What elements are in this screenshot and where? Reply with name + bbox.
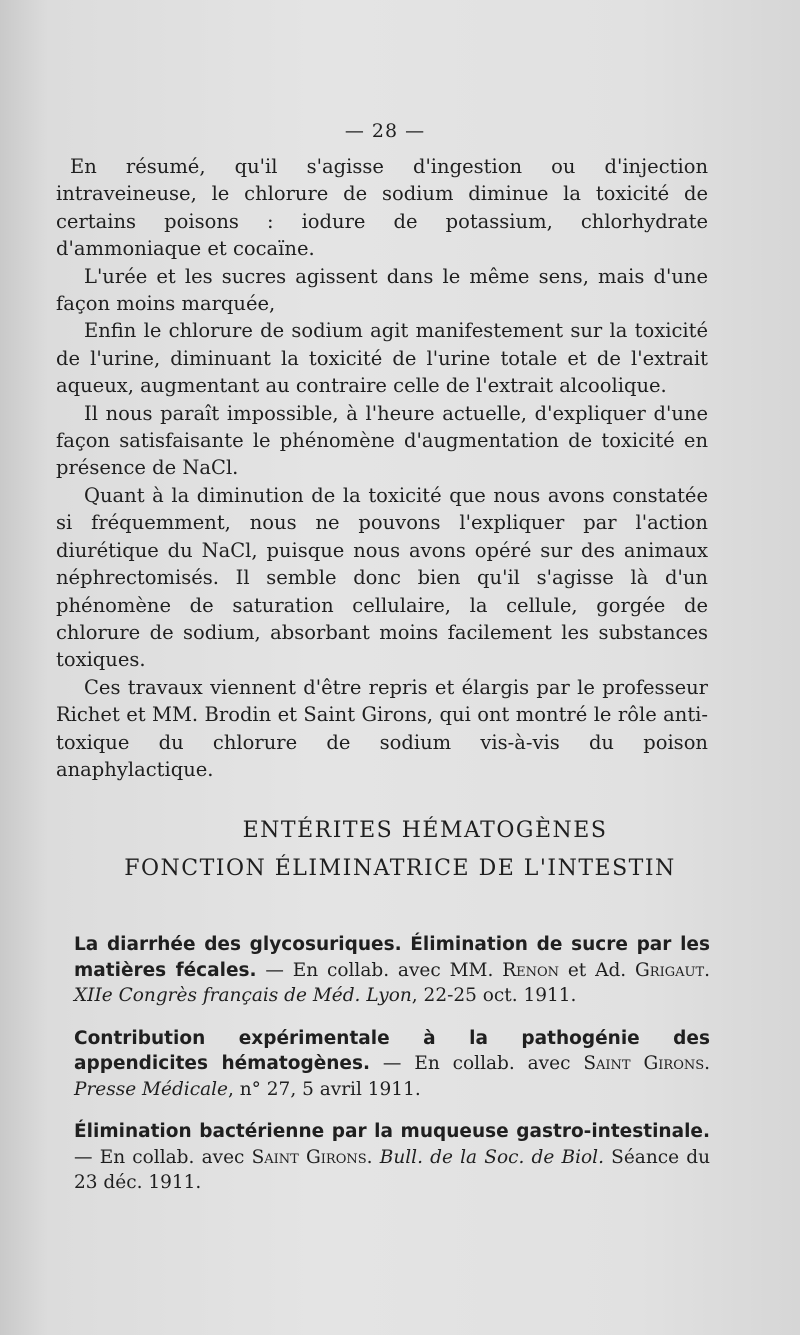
- paragraph: En résumé, qu'il s'agisse d'ingestion ou d'injection intraveineuse, le chlorure de sodium diminue la toxicité de certains poisons : iodure de potassium, chlorhydrate d'ammoniaque et cocaïne.: [56, 155, 708, 261]
- section-heading: [0, 812, 800, 888]
- reference-text: .: [704, 1053, 711, 1074]
- reference-item: [74, 932, 710, 1009]
- reference-title: Contribution expérimentale à la pathogénie des appendicites hématogènes.: [74, 1027, 710, 1074]
- author-name: Renon: [502, 959, 560, 981]
- reference-text: et Ad.: [559, 959, 636, 981]
- paragraph: L'urée et les sucres agissent dans le même sens, mais d'une façon moins marquée,: [56, 264, 708, 316]
- reference-title: La diarrhée des glycosuriques. Élimination de sucre par les matières fécales.: [74, 934, 710, 981]
- reference-text: — En collab. avec: [370, 1053, 584, 1074]
- paragraph: Quant à la diminution de la toxicité que nous avons constatée si fréquemment, nous ne pouvons l'expliquer par l'action diurétique du NaCl, puisque nous avons opéré sur des animaux néphrectomisés. Il semble donc bien qu'il s'agisse là d'un phénomène de saturation cellulaire, la cellule, gorgée de chlorure de sodium, absorbant moins facilement les substances toxiques.: [56, 483, 708, 672]
- reference-text: — En collab. avec MM.: [256, 959, 503, 981]
- reference-text: , 22-25 oct. 1911.: [411, 985, 577, 1006]
- reference-source: Presse Médicale: [74, 1078, 228, 1100]
- reference-item: [74, 1119, 710, 1196]
- reference-text: , n° 27, 5 avril 1911.: [227, 1078, 421, 1100]
- paragraph: Enfin le chlorure de sodium agit manifestement sur la toxicité de l'urine, diminuant la toxicité de l'urine totale et de l'extrait aqueux, augmentant au contraire celle de l'extrait alcoolique.: [56, 319, 708, 398]
- reference-source: Bull. de la Soc. de Biol.: [379, 1146, 604, 1168]
- reference-list: [74, 932, 710, 1213]
- paragraph: Il nous paraît impossible, à l'heure actuelle, d'expliquer d'une façon satisfaisante le phénomène d'augmentation de toxicité en présence de NaCl.: [56, 401, 708, 480]
- author-name: Saint Girons: [583, 1053, 705, 1074]
- page-number: — 28 —: [344, 120, 426, 142]
- section-heading-line-2: FONCTION ÉLIMINATRICE DE L'INTESTIN: [124, 856, 676, 881]
- body-text: [56, 153, 708, 783]
- reference-text: Séance du 23 déc. 1911.: [74, 1146, 710, 1193]
- reference-text: .: [704, 959, 711, 981]
- paragraph: Ces travaux viennent d'être repris et élargis par le professeur Richet et MM. Brodin et Saint Girons, qui ont montré le rôle anti-toxique du chlorure de sodium vis-à-vis du poison anaphylactique.: [56, 675, 708, 781]
- reference-title: Élimination bactérienne par la muqueuse gastro-intestinale.: [74, 1121, 710, 1142]
- reference-text: .: [366, 1146, 380, 1168]
- author-name: Grigaut: [635, 959, 705, 981]
- reference-source: XIIe Congrès français de Méd. Lyon: [74, 985, 412, 1006]
- author-name: Saint Girons: [251, 1146, 367, 1168]
- reference-text: — En collab. avec: [74, 1146, 252, 1168]
- section-heading-line-1: ENTÉRITES HÉMATOGÈNES: [242, 818, 608, 843]
- reference-item: [74, 1026, 710, 1103]
